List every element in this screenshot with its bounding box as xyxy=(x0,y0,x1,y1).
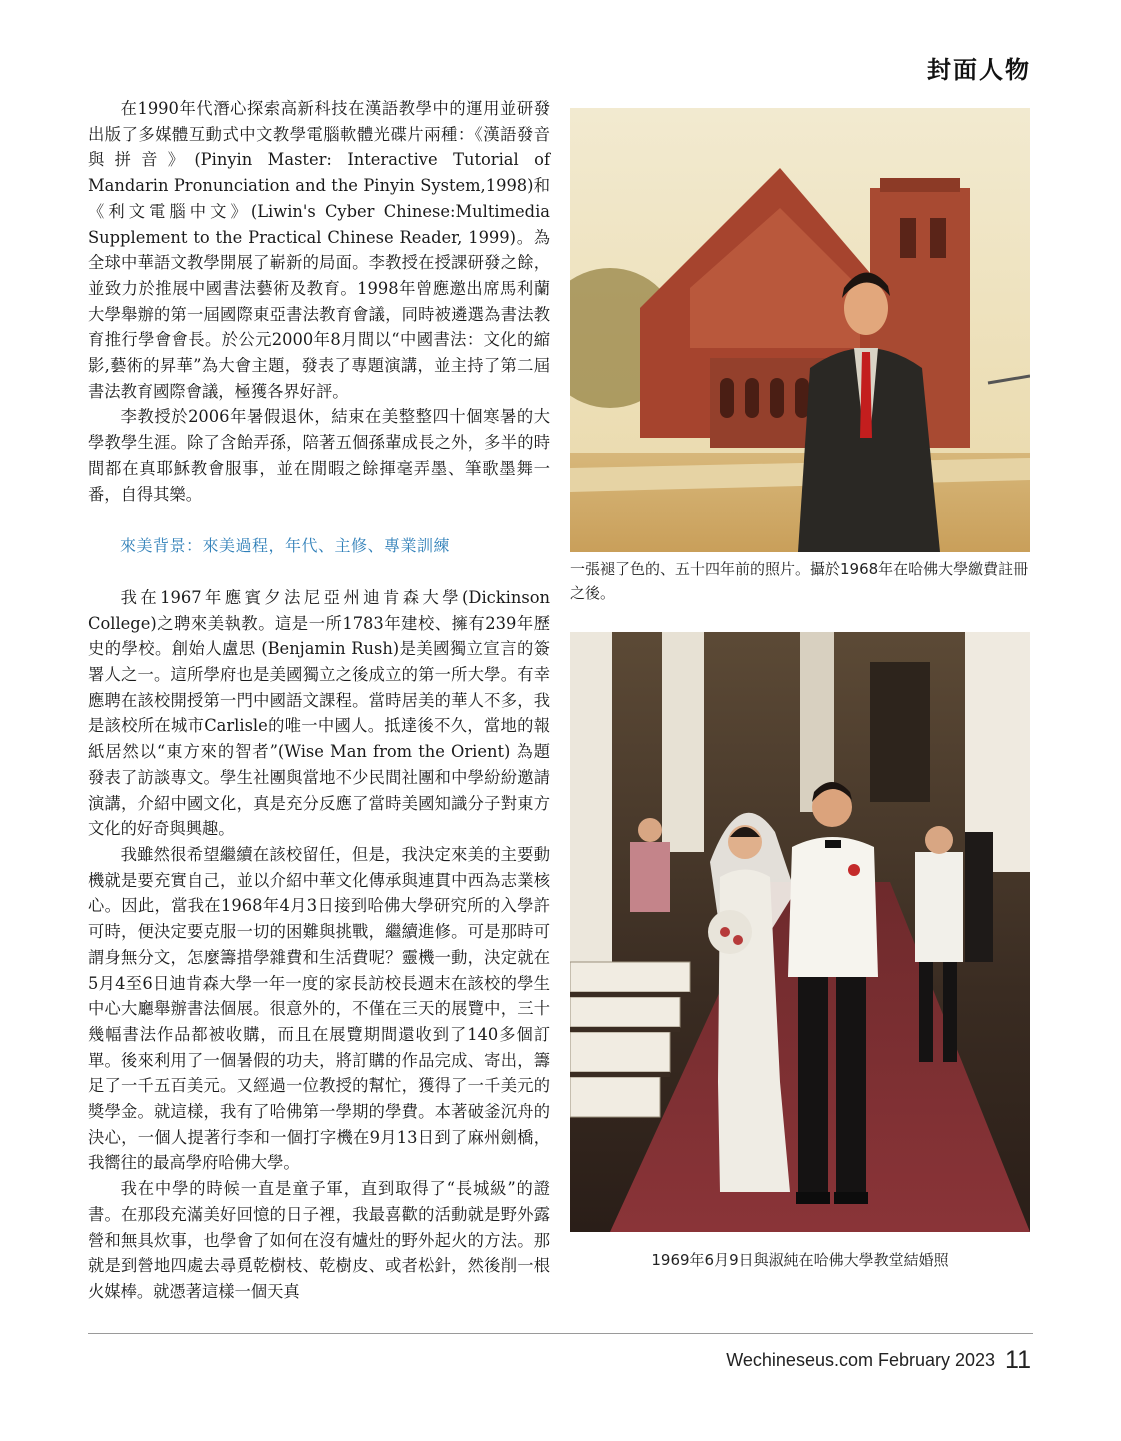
footer xyxy=(726,1346,1031,1375)
section-header: 封面人物 xyxy=(927,55,1031,84)
photo-harvard-chapel xyxy=(570,108,1030,552)
paragraph: 我在1967年應賓夕法尼亞州迪肯森大學(Dickinson College)之聘來美執教。這是一所1783年建校、擁有239年歷史的學校。創始人盧思 (Benjamin Rush)是美國獨立宣言的簽署人之一。這所學府也是美國獨立之後成立的第一所大學。有幸應聘在該校開授第一門中國語文課程。當時居美的華人不多，我是該校所在城市Carlisle的唯一中國人。抵達後不久，當地的報紙居然以“東方來的智者”(Wise Man from the Orient) 為題發表了訪談專文。學生社團與當地不少民間社團和中學紛紛邀請演講，介紹中國文化，真是充分反應了當時美國知識分子對東方文化的好奇與興趣。 xyxy=(88,587,550,839)
photo-caption: 1969年6月9日與淑純在哈佛大學教堂結婚照 xyxy=(651,1251,949,1269)
paragraph: 在1990年代潛心探索高新科技在漢語教學中的運用並研發出版了多媒體互動式中文教學電腦軟體光碟片兩種：《漢語發音與拼音》(Pinyin Master: Interactive Tutorial of Mandarin Pronunciation and the Pinyin System,1998)和《利文電腦中文》(Liwin's Cyber Chinese:Multimedia Supplement to the Practical Chinese Reader, 1999)。為全球中華語文教學開展了嶄新的局面。李教授在授課研發之餘，並致力於推展中國書法藝術及教育。1998年曾應邀出席馬利蘭大學舉辦的第一屆國際東亞書法教育會議，同時被遴選為書法教育推行學會會長。於公元2000年8月間以“中國書法：文化的縮影,藝術的昇華”為大會主題，發表了專題演講，並主持了第二屆書法教育國際會議，極獲各界好評。 xyxy=(88,99,550,401)
footer-site: Wechineseus.com February 2023 xyxy=(726,1350,996,1370)
subheading: 來美背景：來美過程，年代、主修、專業訓練 xyxy=(120,536,451,556)
paragraph: 李教授於2006年暑假退休，結束在美整整四十個寒暑的大學教學生涯。除了含飴弄孫，陪著五個孫輩成長之外，多半的時間都在真耶穌教會服事，並在閒暇之餘揮毫弄墨、筆歌墨舞一番，自得其樂。 xyxy=(88,407,550,504)
footer-divider xyxy=(88,1333,1033,1334)
paragraph: 我在中學的時候一直是童子軍，直到取得了“長城級”的證書。在那段充滿美好回憶的日子裡，我最喜歡的活動就是野外露營和無具炊事，也學會了如何在沒有爐灶的野外起火的方法。那就是到營地四處去尋覓乾樹枝、乾樹皮、或者松針，然後削一根火媒棒。就憑著這樣一個天真 xyxy=(88,1179,550,1301)
page-number: 11 xyxy=(1005,1346,1031,1374)
paragraph: 我雖然很希望繼續在該校留任，但是，我決定來美的主要動機就是要充實自己，並以介紹中華文化傳承與連貫中西為志業核心。因此，當我在1968年4月3日接到哈佛大學研究所的入學許可時，便決定要克服一切的困難與挑戰，繼續進修。可是那時可謂身無分文，怎麼籌措學雜費和生活費呢？靈機一動，決定就在5月4至6日迪肯森大學一年一度的家長訪校長週末在該校的學生中心大廳舉辦書法個展。很意外的，不僅在三天的展覽中，三十幾幅書法作品都被收購，而且在展覽期間還收到了140多個訂單。後來利用了一個暑假的功夫，將訂購的作品完成、寄出，籌足了一千五百美元。又經過一位教授的幫忙，獲得了一千美元的獎學金。就這樣，我有了哈佛第一學期的學費。本著破釜沉舟的決心，一個人提著行李和一個打字機在9月13日到了麻州劍橋，我嚮往的最高學府哈佛大學。 xyxy=(88,844,550,1173)
photo-caption: 一張褪了色的、五十四年前的照片。攝於1968年在哈佛大學繳費註冊之後。 xyxy=(570,560,1029,602)
article-body xyxy=(88,96,550,1305)
photo-wedding xyxy=(570,632,1030,1232)
